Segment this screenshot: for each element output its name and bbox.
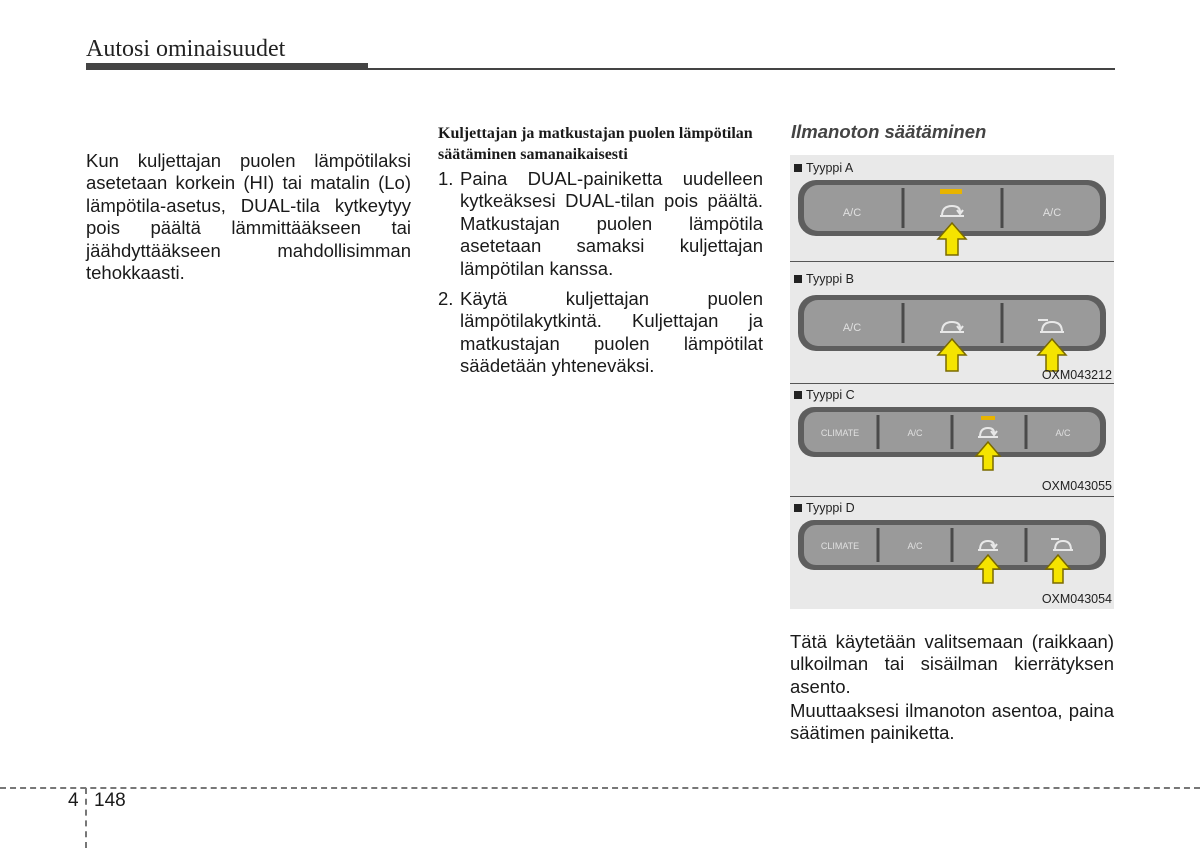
step-text: Käytä kuljettajan puolen lämpötilakytkintä. Kuljettajan ja matkustajan puolen lämpötilat säädetään yhteneväksi.: [460, 288, 763, 377]
panel-type-b: [790, 262, 1114, 383]
column3-paragraph-2: Muuttaaksesi ilmanoton asentoa, paina säätimen painiketta.: [790, 700, 1114, 744]
step-number: 1.: [438, 168, 454, 189]
climate-button-label: CLIMATE: [820, 428, 860, 438]
column3-heading: Ilmanoton säätäminen: [791, 121, 987, 142]
footer-vertical-rule: [85, 788, 87, 848]
panel-label: Tyyppi A: [806, 161, 854, 175]
ac-button-label: A/C: [842, 322, 862, 334]
panel-label: Tyyppi B: [806, 272, 854, 286]
figure-code: OXM043212: [1041, 368, 1112, 382]
figure-code: OXM043055: [1041, 479, 1112, 493]
panel-type-c: [790, 384, 1114, 496]
header-rule-thick: [86, 63, 368, 70]
button-strip-a: [790, 155, 1114, 261]
panel-label: Tyyppi C: [806, 388, 855, 402]
page-number: 148: [94, 790, 126, 811]
ac-button-label: A/C: [842, 207, 862, 219]
footer-rule: [0, 787, 1200, 789]
column1-paragraph: Kun kuljettajan puolen lämpötilaksi asetetaan korkein (HI) tai matalin (Lo) lämpötila-asetus, DUAL-tila kytkeytyy pois päältä lämmittääkseen tai jäähdyttääkseen mahdollisimman tehokkaasti.: [86, 150, 411, 284]
step-number: 2.: [438, 288, 454, 310]
column2-heading: Kuljettajan ja matkustajan puolen lämpötilan säätäminen samanaikaisesti: [438, 125, 753, 163]
list-item: [438, 168, 763, 280]
ac-button-label: A/C: [907, 541, 923, 551]
indicator-light-icon: [940, 189, 962, 194]
column3-paragraph-1: Tätä käytetään valitsemaan (raikkaan) ulkoilman tai sisäilman kierrätyksen asento.: [790, 631, 1114, 697]
running-header-title: Autosi ominaisuudet: [86, 36, 286, 62]
air-intake-figure: [790, 155, 1114, 609]
list-item: [438, 288, 763, 378]
ac-button-label: A/C: [907, 428, 923, 438]
header-rule-thin: [368, 68, 1115, 70]
step-text: Paina DUAL-painiketta uudelleen kytkeäksesi DUAL-tilan pois päältä. Matkustajan puolen lämpötila asetetaan samaksi kuljettajan lämpötilan kanssa.: [460, 168, 763, 279]
column2-steps: [438, 168, 763, 386]
chapter-number: 4: [68, 790, 79, 811]
ac-button-label: A/C: [1042, 207, 1062, 219]
button-strip-b: [790, 262, 1114, 383]
panel-type-a: [790, 155, 1114, 261]
panel-label: Tyyppi D: [806, 501, 855, 515]
figure-code: OXM043054: [1041, 592, 1112, 606]
climate-button-label: CLIMATE: [820, 541, 860, 551]
indicator-light-icon: [981, 416, 995, 420]
panel-type-d: [790, 497, 1114, 609]
ac-button-label: A/C: [1055, 428, 1071, 438]
